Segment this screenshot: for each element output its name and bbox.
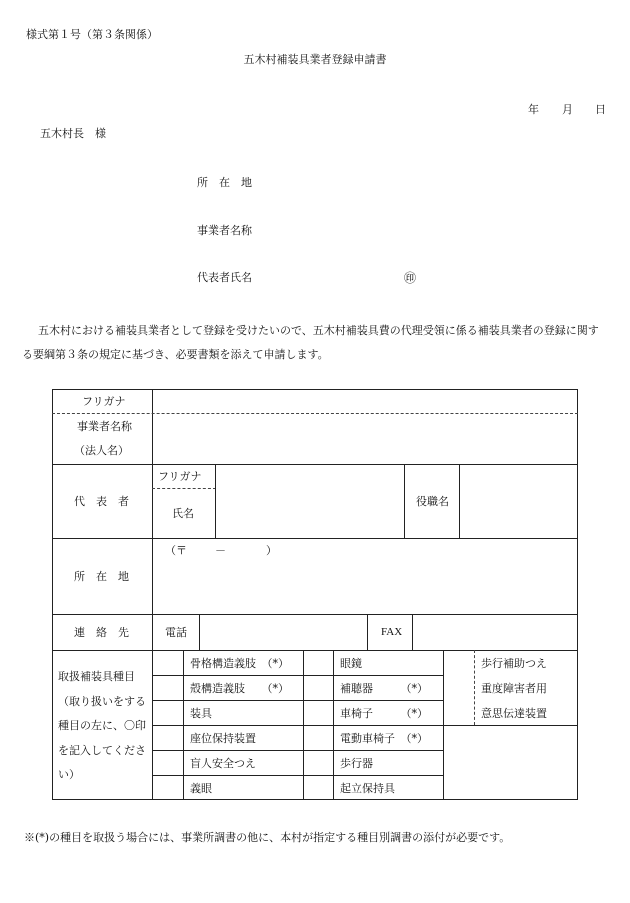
type-item: 電動車椅子 （*） [340,732,428,745]
types-label-line2: （取り扱いをする [58,695,146,708]
seal-mark: ㊞ [404,271,417,285]
rep-furigana-label: フリガナ [158,470,202,483]
fax-label: FAX [381,626,403,638]
representative-cell-label: 代 表 者 [74,495,129,508]
date-year-label: 年 [528,103,539,116]
postal-open: （〒 [165,544,187,557]
type-item: 装具 [190,707,212,720]
location-cell-label: 所 在 地 [74,570,129,583]
business-name-label: 事業者名称 [197,224,252,237]
types-label-line1: 取扱補装具種目 [58,670,135,683]
type-item: 重度障害者用 [481,682,547,695]
contact-cell-label: 連 絡 先 [74,626,129,639]
type-item: 補聴器 （*） [340,682,428,695]
business-name-cell-label: 事業者名称 [77,420,132,433]
corporate-name-cell-label: （法人名） [74,444,129,457]
type-item: 殻構造義肢 （*） [190,682,289,695]
type-item: 歩行補助つえ [481,657,547,670]
addressee: 五木村長 様 [40,127,106,140]
postal-dash: － [215,544,226,557]
type-item: 骨格構造義肢 （*） [190,657,289,670]
type-item: 盲人安全つえ [190,757,256,770]
types-label-line3: 種目の左に、〇印 [58,719,146,732]
type-item: 歩行器 [340,757,373,770]
type-item: 義眼 [190,782,212,795]
date-day-label: 日 [595,103,606,116]
type-item: 意思伝達装置 [481,707,547,720]
document-title: 五木村補装具業者登録申請書 [243,53,387,66]
types-label-line5: い） [58,768,80,781]
type-item: 起立保持具 [340,782,395,795]
location-label: 所 在 地 [197,176,252,189]
type-item: 座位保持装置 [190,732,256,745]
rep-name-label: 氏名 [172,507,194,520]
furigana-label: フリガナ [82,395,126,408]
representative-name-label: 代表者氏名 [197,271,252,284]
footnote: ※(*)の種目を取扱う場合には、事業所調書の他に、本村が指定する種目別調書の添付が必要です。 [24,831,511,844]
type-item: 眼鏡 [340,657,362,670]
position-label: 役職名 [416,495,449,508]
date-month-label: 月 [562,103,573,116]
types-label-line4: を記入してくださ [58,744,146,757]
application-statement: 五木村における補装具業者として登録を受けたいので、五木村補装具費の代理受領に係る補装具業者の登録に関する要綱第３条の規定に基づき、必要書類を添えて申請します。 [22,324,599,361]
postal-close: ） [266,544,277,557]
form-number: 様式第１号（第３条関係） [26,28,158,41]
type-item: 車椅子 （*） [340,707,428,720]
phone-label: 電話 [165,626,187,639]
